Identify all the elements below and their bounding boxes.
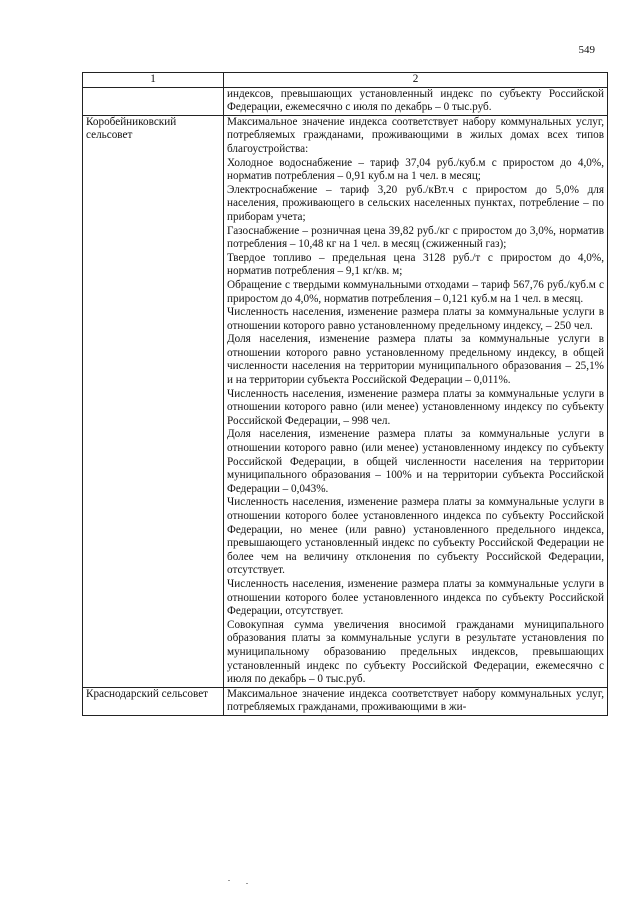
description-paragraph: Численность населения, изменение размера платы за коммунальные услуги в отношении которого равно установленному предельному индексу, – 250 чел. bbox=[227, 306, 604, 332]
description-paragraph: Доля населения, изменение размера платы за коммунальные услуги в отношении которого равно установленному предельному индексу, в общей численности населения на территории муниципального образования – 25,1% и на территории субъекта Российской Федерации – 0,011%. bbox=[227, 333, 604, 387]
table-header-row bbox=[83, 73, 608, 88]
description-paragraph: Твердое топливо – предельная цена 3128 руб./т с приростом до 4,0%, норматив потребления – 9,1 кг/кв. м; bbox=[227, 251, 604, 278]
description-cell bbox=[224, 687, 608, 715]
scan-speck bbox=[246, 883, 248, 884]
table-row bbox=[83, 87, 608, 115]
municipality-name-cell: Коробейниковский сельсовет bbox=[83, 115, 224, 687]
column-header-1: 1 bbox=[83, 73, 224, 88]
description-paragraph: Газоснабжение – розничная цена 39,82 руб./кг с приростом до 3,0%, норматив потребления – 10,48 кг на 1 чел. в месяц (сжиженный газ); bbox=[227, 224, 604, 251]
description-paragraph: Электроснабжение – тариф 3,20 руб./кВт.ч с приростом до 5,0% для населения, проживающего в сельских населенных пунктах, потребление – по приборам учета; bbox=[227, 183, 604, 223]
description-paragraph: Обращение с твердыми коммунальными отходами – тариф 567,76 руб./куб.м с приростом до 4,0%, норматив потребления – 0,121 куб.м на 1 чел. в месяц. bbox=[227, 278, 604, 305]
municipality-name-cell bbox=[83, 87, 224, 115]
description-paragraph: Численность населения, изменение размера платы за коммунальные услуги в отношении которого более установленного индекса по субъекту Российской Федерации, но менее (или равно) установленного предельного индекса, превышающего установленный индекс по субъекту Российской Федерации не более чем на величину отклонения по субъекту Российской Федерации, отсутствует. bbox=[227, 496, 604, 577]
column-header-2: 2 bbox=[224, 73, 608, 88]
description-paragraph: Холодное водоснабжение – тариф 37,04 руб./куб.м с приростом до 4,0%, норматив потребления – 0,91 куб.м на 1 чел. в месяц; bbox=[227, 156, 604, 183]
description-cell bbox=[224, 87, 608, 115]
description-paragraph: Максимальное значение индекса соответствует набору коммунальных услуг, потребляемых гражданами, проживающими в жи- bbox=[227, 687, 604, 714]
table-row bbox=[83, 115, 608, 687]
description-paragraph: Доля населения, изменение размера платы за коммунальные услуги в отношении которого равно (или менее) установленному индексу по субъекту Российской Федерации, в общей численности населения на территории муниципального образования – 100% и на территории субъекта Российской Федерации – 0,043%. bbox=[227, 428, 604, 495]
description-paragraph: Максимальное значение индекса соответствует набору коммунальных услуг, потребляемых гражданами, проживающими в жилых домах всех типов благоустройства: bbox=[227, 115, 604, 155]
description-cell bbox=[224, 115, 608, 687]
municipality-name-cell: Краснодарский сельсовет bbox=[83, 687, 224, 715]
scan-speck bbox=[228, 880, 230, 881]
table-row bbox=[83, 687, 608, 715]
description-paragraph: индексов, превышающих установленный индекс по субъекту Российской Федерации, ежемесячно с июля по декабрь – 0 тыс.руб. bbox=[227, 87, 604, 114]
page-number: 549 bbox=[578, 44, 595, 56]
description-paragraph: Совокупная сумма увеличения вносимой гражданами муниципального образования платы за коммунальные услуги в результате установления по муниципальному образованию предельных индексов, превышающих установленный индекс по субъекту Российской Федерации, ежемесячно с июля по декабрь – 0 тыс.руб. bbox=[227, 618, 604, 686]
document-table bbox=[82, 72, 608, 716]
description-paragraph: Численность населения, изменение размера платы за коммунальные услуги в отношении которого равно (или менее) установленному индексу по субъекту Российской Федерации, – 998 чел. bbox=[227, 387, 604, 427]
description-paragraph: Численность населения, изменение размера платы за коммунальные услуги в отношении которого более установленного индекса по субъекту Российской Федерации, отсутствует. bbox=[227, 577, 604, 618]
